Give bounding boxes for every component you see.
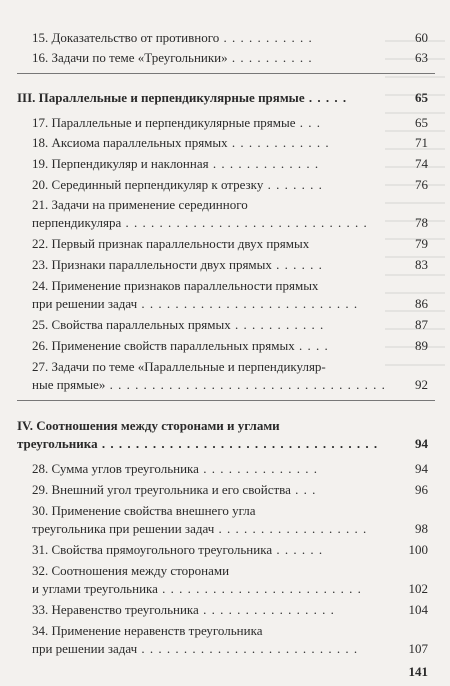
toc-entry-30-cont: треугольника при решении задач . . . . . . . . . . . . . . . . . . 98 <box>32 521 428 536</box>
toc-entry-21-cont: перпендикуляра . . . . . . . . . . . . . . . . . . . . . . . . . . . . . 78 <box>32 215 428 230</box>
toc-entry-34: 34. Применение неравенств треугольника <box>32 623 263 638</box>
toc-entry-26: 26. Применение свойств параллельных прямых . . . . 89 <box>32 338 428 353</box>
toc-entry-21: 21. Задачи на применение серединного <box>32 197 248 212</box>
toc-entry-32-cont: и углами треугольника . . . . . . . . . . . . . . . . . . . . . . . . 102 <box>32 581 428 596</box>
toc-entry-19: 19. Перпендикуляр и наклонная . . . . . . . . . . . . . 74 <box>32 156 428 171</box>
toc-entry-27: 27. Задачи по теме «Параллельные и перпендикуляр- <box>32 359 326 374</box>
toc-entry-17: 17. Параллельные и перпендикулярные прямые . . . 65 <box>32 115 428 130</box>
toc-entry-29: 29. Внешний угол треугольника и его свойства . . . 96 <box>32 482 428 497</box>
toc-entry-16: 16. Задачи по теме «Треугольники» . . . . . . . . . . 63 <box>32 50 428 65</box>
toc-entry-33: 33. Неравенство треугольника . . . . . . . . . . . . . . . . 104 <box>32 602 428 617</box>
toc-entry-25: 25. Свойства параллельных прямых . . . . . . . . . . . 87 <box>32 317 428 332</box>
toc-entry-27-cont: ные прямые» . . . . . . . . . . . . . . . . . . . . . . . . . . . . . . . . . 92 <box>32 377 428 392</box>
toc-entry-30: 30. Применение свойства внешнего угла <box>32 503 256 518</box>
toc-entry-32: 32. Соотношения между сторонами <box>32 563 230 578</box>
toc-entry-18: 18. Аксиома параллельных прямых . . . . . . . . . . . . 71 <box>32 135 428 150</box>
toc-entry-28: 28. Сумма углов треугольника . . . . . . . . . . . . . . 94 <box>32 461 428 476</box>
toc-entry-24-cont: при решении задач . . . . . . . . . . . . . . . . . . . . . . . . . . 86 <box>32 296 428 311</box>
toc-entry-20: 20. Серединный перпендикуляр к отрезку . . . . . . . 76 <box>32 177 428 192</box>
toc-section-iii: III. Параллельные и перпендикулярные прямые . . . . . 65 <box>17 90 428 105</box>
toc-entry-22: 22. Первый признак параллельности двух прямых 79 <box>32 236 428 251</box>
toc-section-iv-cont: треугольника . . . . . . . . . . . . . . . . . . . . . . . . . . . . . . . . . 94 <box>17 436 428 451</box>
section-rule <box>17 400 435 401</box>
toc-entry-24: 24. Применение признаков параллельности прямых <box>32 278 319 293</box>
toc-entry-34-cont: при решении задач . . . . . . . . . . . . . . . . . . . . . . . . . . 107 <box>32 641 428 656</box>
toc-entry-31: 31. Свойства прямоугольного треугольника . . . . . . 100 <box>32 542 428 557</box>
page-number: 141 <box>408 664 428 679</box>
section-rule <box>17 73 435 74</box>
toc-section-iv: IV. Соотношения между сторонами и углами <box>17 418 280 433</box>
toc-entry-23: 23. Признаки параллельности двух прямых . . . . . . 83 <box>32 257 428 272</box>
toc-entry-15: 15. Доказательство от противного . . . . . . . . . . . 60 <box>32 30 428 45</box>
